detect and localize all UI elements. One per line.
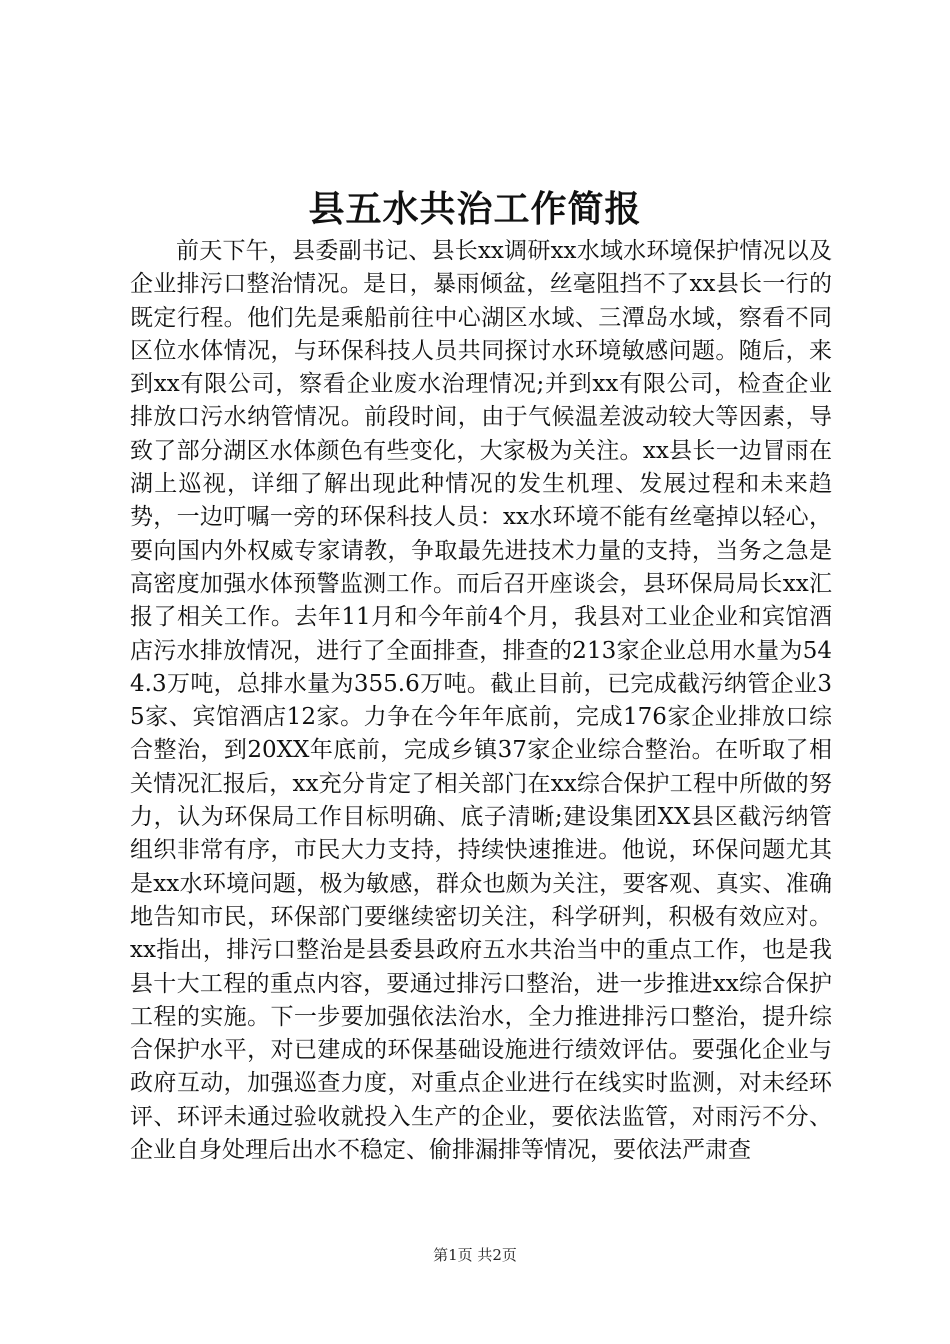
document-title: 县五水共治工作简报 bbox=[308, 188, 642, 230]
body-paragraph: 前天下午，县委副书记、县长xx调研xx水域水环境保护情况以及企业排污口整治情况。是日，暴雨倾盆，丝毫阻挡不了xx县长一行的既定行程。他们先是乘船前往中心湖区水域、三潭岛水域，察看不同区位水体情况，与环保科技人员共同探讨水环境敏感问题。随后，来到xx有限公司，察看企业废水治理情况;并到xx有限公司，检查企业排放口污水纳管情况。前段时间，由于气候温差波动较大等因素，导致了部分湖区水体颜色有些变化，大家极为关注。xx县长一边冒雨在湖上巡视，详细了解出现此种情况的发生机理、发展过程和未来趋势，一边叮嘱一旁的环保科技人员：xx水环境不能有丝毫掉以轻心，要向国内外权威专家请教，争取最先进技术力量的支持，当务之急是高密度加强水体预警监测工作。而后召开座谈会，县环保局局长xx汇报了相关工作。去年11月和今年前4个月，我县对工业企业和宾馆酒店污水排放情况，进行了全面排查，排查的213家企业总用水量为544.3万吨，总排水量为355.6万吨。截止目前，已完成截污纳管企业35家、宾馆酒店12家。力争在今年年底前，完成176家企业排放口综合整治，到20XX年底前，完成乡镇37家企业综合整治。在听取了相关情况汇报后，xx充分肯定了相关部门在xx综合保护工程中所做的努力，认为环保局工作目标明确、底子清晰;建设集团XX县区截污纳管组织非常有序，市民大力支持，持续快速推进。他说，环保问题尤其是xx水环境问题，极为敏感，群众也颇为关注，要客观、真实、准确地告知市民，环保部门要继续密切关注，科学研判，积极有效应对。xx指出，排污口整治是县委县政府五水共治当中的重点工作，也是我县十大工程的重点内容，要通过排污口整治，进一步推进xx综合保护工程的实施。下一步要加强依法治水，全力推进排污口整治，提升综合保护水平，对已建成的环保基础设施进行绩效评估。要强化企业与政府互动，加强巡查力度，对重点企业进行在线实时监测，对未经环评、环评未通过验收就投入生产的企业，要依法监管，对雨污不分、企业自身处理后出水不稳定、偷排漏排等情况，要依法严肃查 bbox=[130, 238, 832, 1164]
page-footer: 第1页 共2页 bbox=[433, 1246, 517, 1264]
